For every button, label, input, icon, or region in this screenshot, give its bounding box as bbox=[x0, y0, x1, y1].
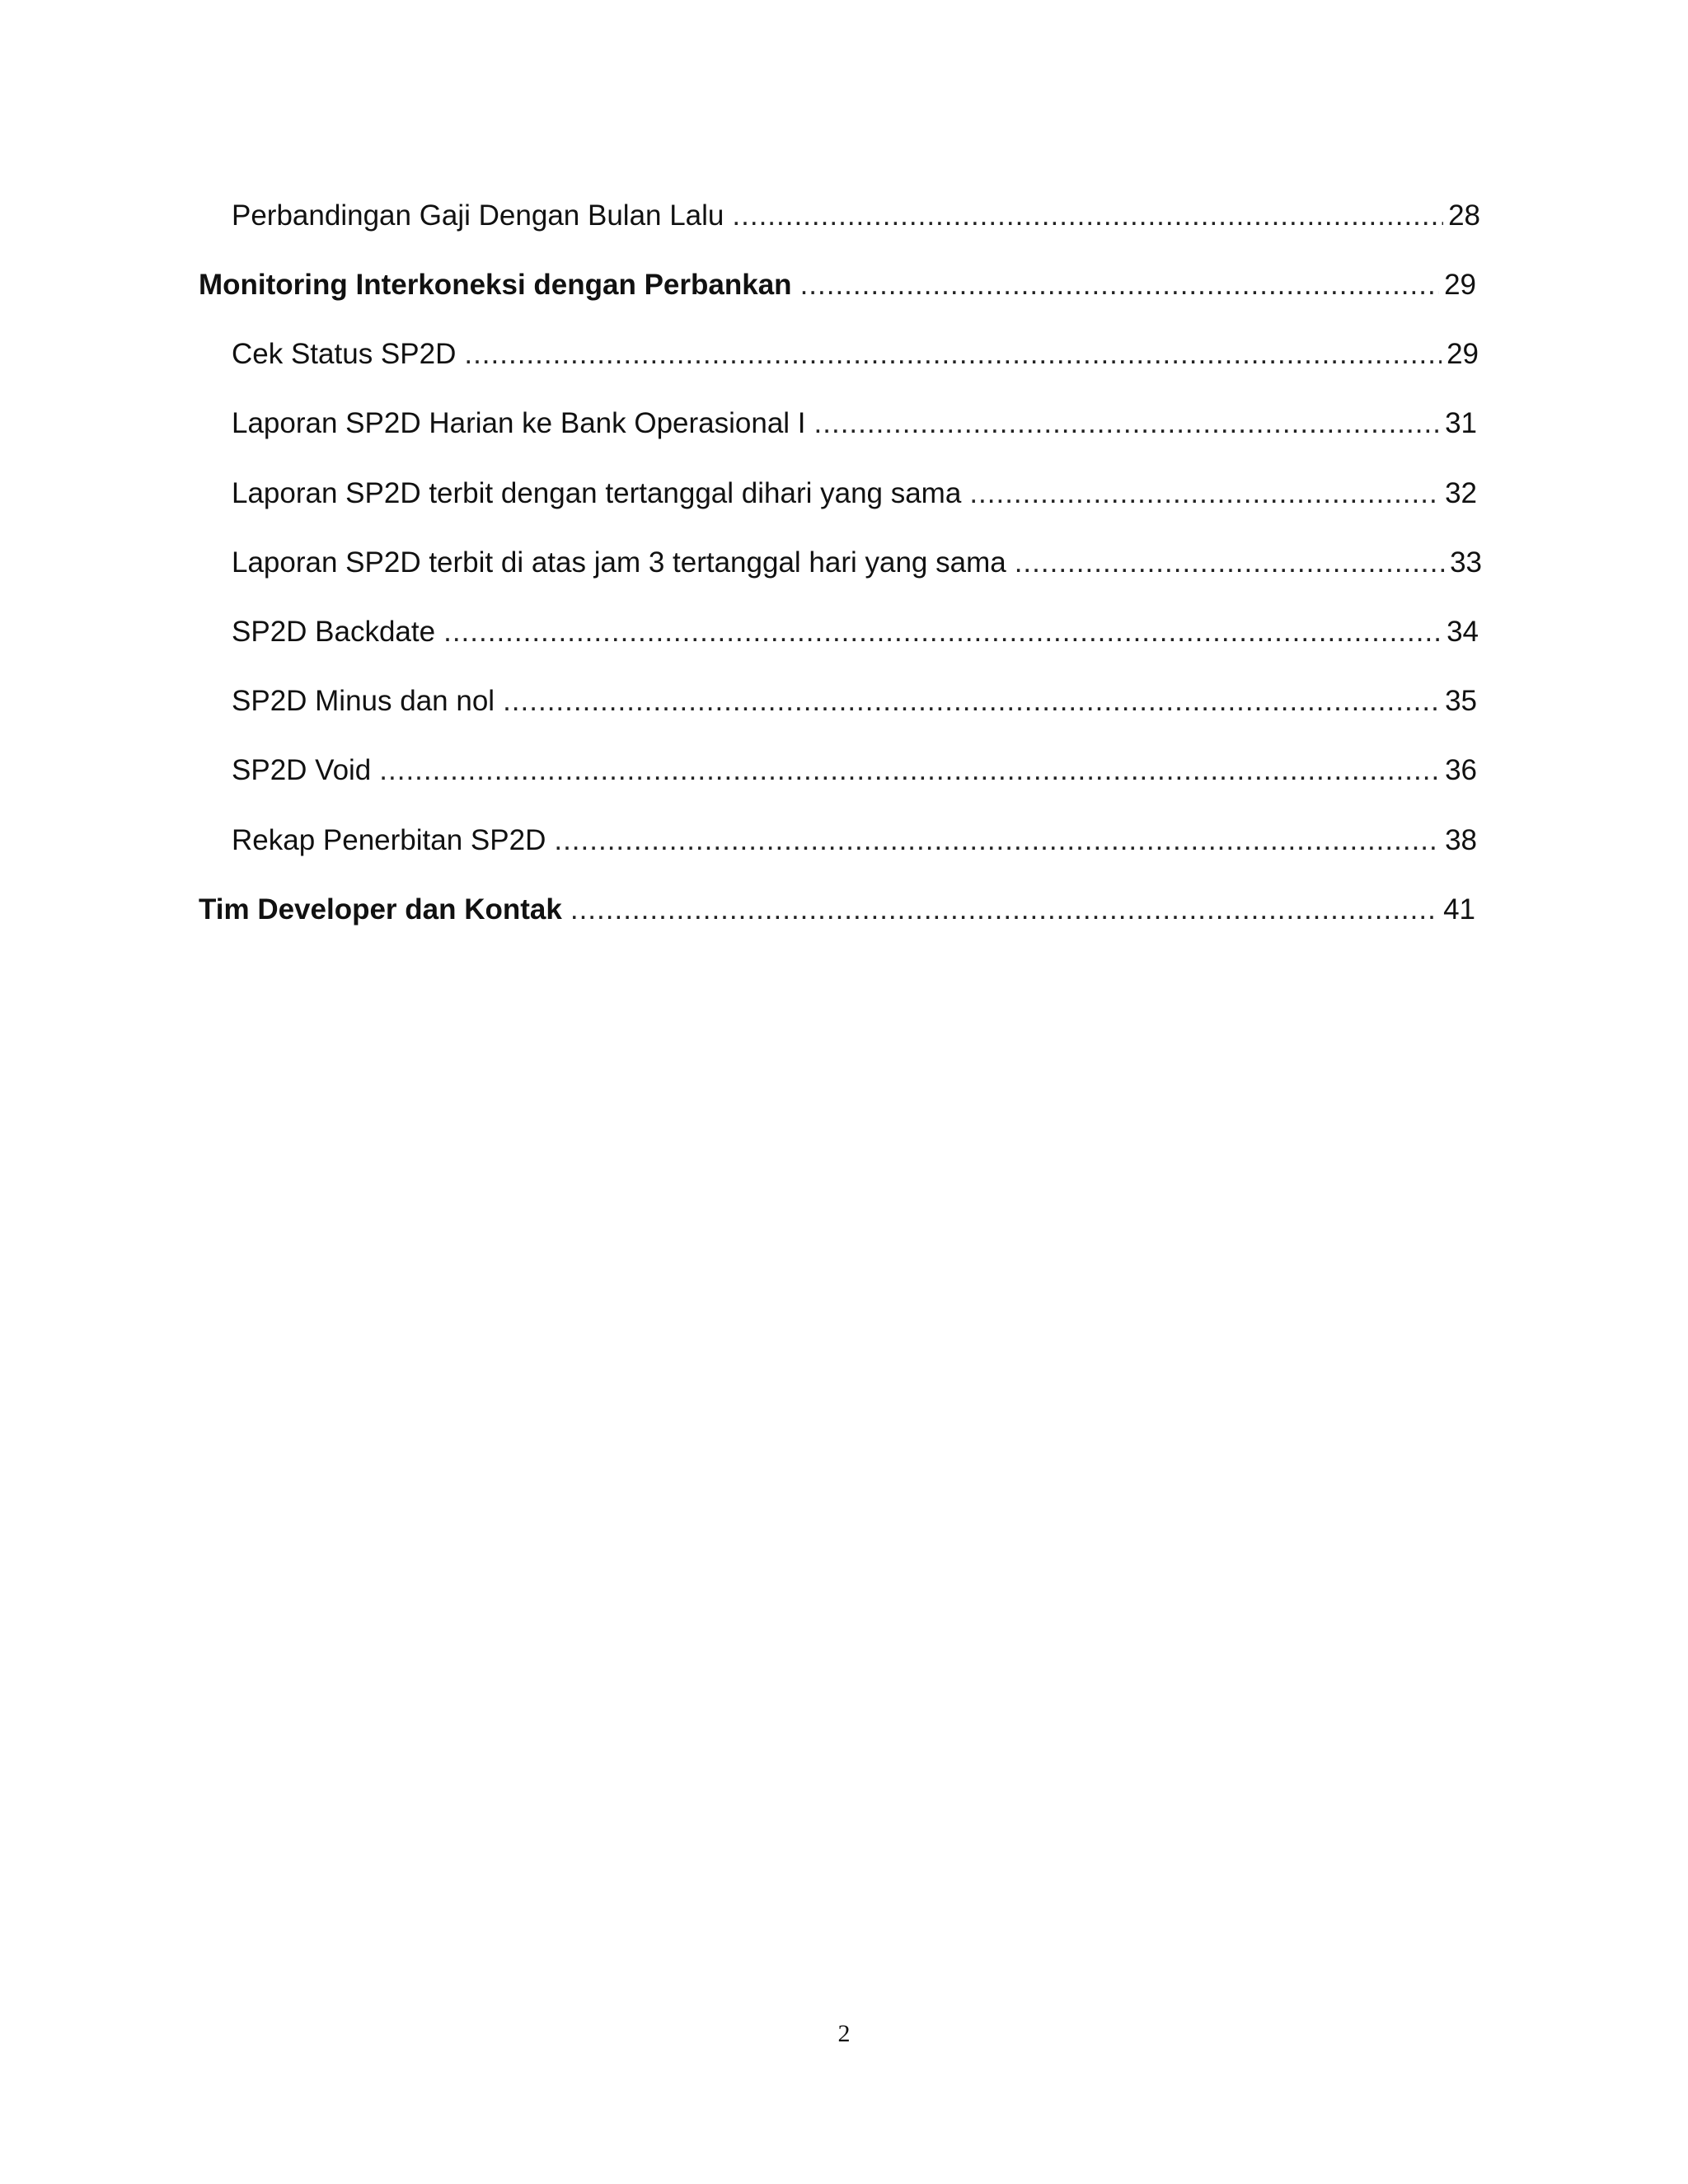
toc-dot-leader bbox=[800, 265, 1440, 305]
toc-entry[interactable] bbox=[232, 474, 1477, 513]
toc-entry-title: Laporan SP2D terbit di atas jam 3 tertanggal hari yang sama bbox=[232, 546, 1006, 579]
toc-entry-title: Cek Status SP2D bbox=[232, 338, 457, 370]
toc-entry-title: Tim Developer dan Kontak bbox=[199, 893, 562, 926]
toc-entry-title: Monitoring Interkoneksi dengan Perbankan bbox=[199, 269, 792, 301]
toc-entry[interactable] bbox=[232, 751, 1477, 790]
toc-dot-leader bbox=[570, 890, 1438, 930]
toc-dot-leader bbox=[814, 404, 1441, 443]
toc-entry-title: Laporan SP2D Harian ke Bank Operasional I bbox=[232, 407, 806, 439]
table-of-contents bbox=[0, 0, 1688, 989]
toc-entry-title: Perbandingan Gaji Dengan Bulan Lalu bbox=[232, 199, 724, 232]
toc-entry-page: 41 bbox=[1443, 893, 1475, 926]
toc-entry-page: 28 bbox=[1448, 199, 1480, 232]
toc-dot-leader bbox=[554, 821, 1440, 860]
toc-entry-page: 29 bbox=[1447, 338, 1479, 370]
toc-entry-page: 34 bbox=[1447, 616, 1479, 648]
toc-entry[interactable] bbox=[232, 821, 1477, 860]
toc-entry-title: Laporan SP2D terbit dengan tertanggal dihari yang sama bbox=[232, 477, 962, 509]
toc-dot-leader bbox=[732, 196, 1443, 236]
toc-entry-title: SP2D Void bbox=[232, 754, 372, 786]
toc-dot-leader bbox=[464, 335, 1442, 374]
toc-entry[interactable] bbox=[199, 265, 1476, 305]
toc-entry-page: 33 bbox=[1450, 546, 1482, 579]
toc-entry-page: 29 bbox=[1444, 269, 1476, 301]
toc-entry-title: SP2D Backdate bbox=[232, 616, 436, 648]
toc-dot-leader bbox=[503, 682, 1440, 721]
toc-entry-page: 32 bbox=[1445, 477, 1477, 509]
toc-dot-leader bbox=[443, 612, 1442, 652]
toc-dot-leader bbox=[1015, 543, 1445, 583]
toc-entry[interactable] bbox=[232, 196, 1480, 236]
toc-entry[interactable] bbox=[199, 890, 1475, 930]
toc-entry[interactable] bbox=[232, 404, 1477, 443]
toc-entry-page: 38 bbox=[1445, 824, 1477, 856]
toc-entry[interactable] bbox=[232, 543, 1482, 583]
toc-entry[interactable] bbox=[232, 612, 1479, 652]
toc-entry-page: 35 bbox=[1445, 685, 1477, 717]
toc-entry[interactable] bbox=[232, 682, 1477, 721]
toc-dot-leader bbox=[969, 474, 1440, 513]
toc-entry[interactable] bbox=[232, 335, 1479, 374]
page-number: 2 bbox=[837, 2020, 851, 2047]
toc-entry-title: SP2D Minus dan nol bbox=[232, 685, 495, 717]
toc-entry-page: 31 bbox=[1445, 407, 1477, 439]
toc-entry-page: 36 bbox=[1445, 754, 1477, 786]
toc-entry-title: Rekap Penerbitan SP2D bbox=[232, 824, 546, 856]
toc-dot-leader bbox=[379, 751, 1440, 790]
